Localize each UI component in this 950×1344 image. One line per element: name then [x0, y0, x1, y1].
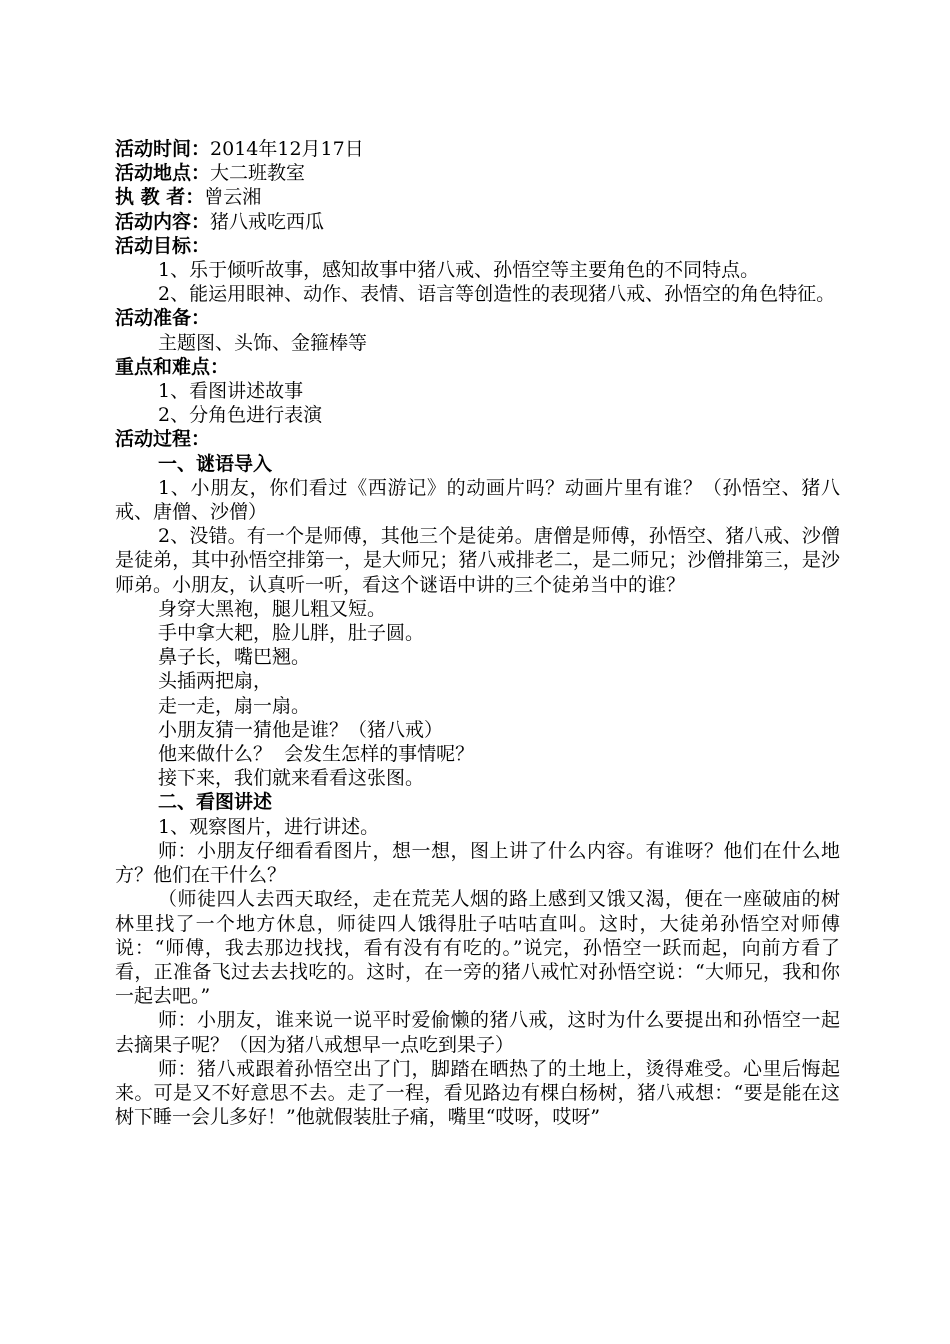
riddle-line: 身穿大黑袍，腿儿粗又短。	[158, 597, 387, 620]
keypoint-item: 1、看图讲述故事	[158, 380, 304, 403]
meta-label: 活动内容：	[115, 210, 211, 233]
riddle-line: 小朋友猜一猜他是谁？（猪八戒）	[158, 718, 444, 741]
section-title: 二、看图讲述	[158, 791, 273, 814]
goal-item: 1、乐于倾听故事，感知故事中猪八戒、孙悟空等主要角色的不同特点。	[158, 259, 760, 282]
step-line: 1、观察图片，进行讲述。	[158, 815, 380, 838]
riddle-line: 鼻子长，嘴巴翘。	[158, 646, 311, 669]
meta-value: 2014年12月17日	[210, 138, 364, 160]
paragraph: 2、没错。有一个是师傅，其他三个是徒弟。唐僧是师傅，孙悟空、猪八戒、沙僧是徒弟，其中孙悟空排第一，是大师兄；猪八戒排老二，是二师兄；沙僧排第三，是沙师弟。小朋友，认真听一听，看这个谜语中讲的三个徒弟当中的谁？	[115, 525, 840, 596]
process-heading: 活动过程：	[115, 428, 211, 451]
prep-text: 主题图、头饰、金箍棒等	[158, 331, 368, 354]
paragraph: 师：小朋友仔细看看图片，想一想，图上讲了什么内容。有谁呀？他们在什么地方？他们在干什么？	[115, 839, 840, 887]
meta-place	[115, 161, 840, 185]
prep-heading: 活动准备：	[115, 307, 211, 330]
meta-value: 大二班教室	[210, 162, 306, 185]
paragraph: 1、小朋友，你们看过《西游记》的动画片吗？动画片里有谁？（孙悟空、猪八戒、唐僧、沙僧）	[115, 476, 840, 524]
riddle-line: 头插两把扇，	[158, 670, 273, 693]
meta-content	[115, 210, 840, 234]
goal-item: 2、能运用眼神、动作、表情、语言等创造性的表现猪八戒、孙悟空的角色特征。	[158, 283, 836, 306]
meta-value: 曾云湘	[204, 186, 262, 209]
riddle-line: 接下来，我们就来看看这张图。	[158, 767, 425, 790]
riddle-line: 走一走，扇一扇。	[158, 694, 311, 717]
riddle-line: 手中拿大耙，脸儿胖，肚子圆。	[158, 622, 425, 645]
meta-label: 活动地点：	[115, 162, 211, 185]
meta-time	[115, 137, 840, 161]
meta-teacher	[115, 185, 840, 209]
goals-heading: 活动目标：	[115, 234, 211, 257]
paragraph: 师：猪八戒跟着孙悟空出了门，脚踏在晒热了的土地上，烫得难受。心里后悔起来。可是又不好意思不去。走了一程，看见路边有棵白杨树，猪八戒想：“要是能在这树下睡一会儿多好！”他就假装肚子痛，嘴里“哎呀，哎呀”	[115, 1057, 840, 1129]
meta-label: 执 教 者：	[115, 186, 205, 209]
paragraph: （师徒四人去西天取经，走在荒芜人烟的路上感到又饿又渴，便在一座破庙的树林里找了一个地方休息，师徒四人饿得肚子咕咕直叫。这时，大徒弟孙悟空对师傅说：“师傅，我去那边找找，看有没有有吃的。”说完，孙悟空一跃而起，向前方看了看，正准备飞过去去找吃的。这时，在一旁的猪八戒忙对孙悟空说：“大师兄，我和你一起去吧。”	[115, 888, 840, 1008]
meta-value: 猪八戒吃西瓜	[210, 210, 325, 233]
paragraph: 师：小朋友，谁来说一说平时爱偷懒的猪八戒，这时为什么要提出和孙悟空一起去摘果子呢？（因为猪八戒想早一点吃到果子）	[115, 1009, 840, 1056]
keypoints-heading: 重点和难点：	[115, 355, 230, 378]
keypoint-item: 2、分角色进行表演	[158, 404, 323, 427]
document-page	[115, 137, 840, 1129]
meta-label: 活动时间：	[115, 138, 211, 160]
riddle-line: 他来做什么？ 会发生怎样的事情呢？	[158, 743, 475, 766]
section-title: 一、谜语导入	[158, 452, 273, 475]
